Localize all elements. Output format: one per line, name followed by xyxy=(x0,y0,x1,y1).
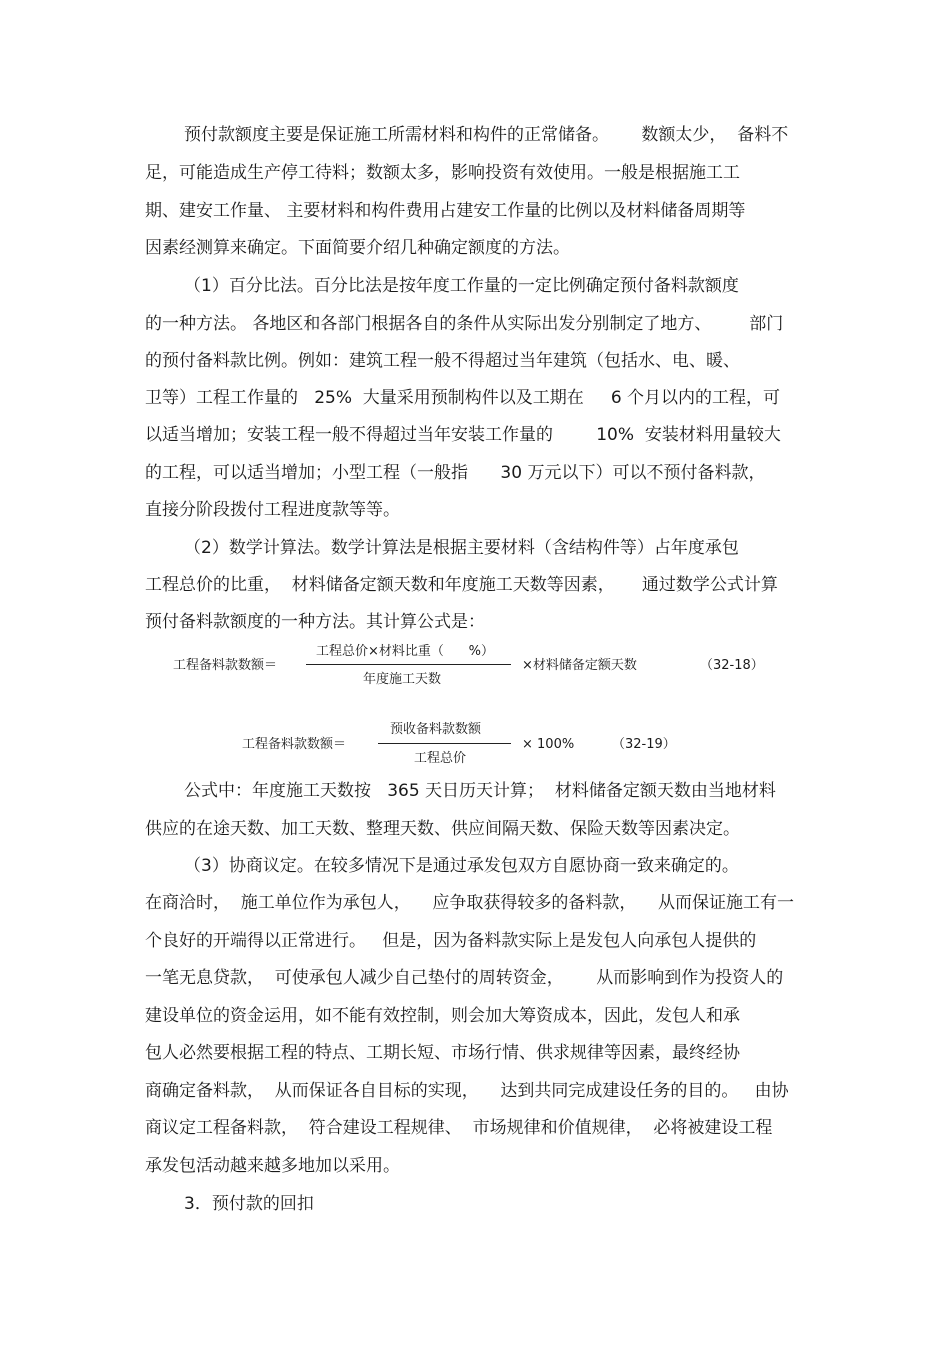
paragraph-1-line-4: 因素经测算来确定。下面简要介绍几种确定额度的方法。 xyxy=(145,238,570,258)
formula-2-fraction-bar xyxy=(378,743,511,744)
paragraph-3-line-3: 预付备料款额度的一种方法。其计算公式是： xyxy=(145,612,485,632)
paragraph-2-line-6: 的工程，可以适当增加；小型工程（一般指 30 万元以下）可以不预付备料款， xyxy=(145,463,766,483)
paragraph-5-line-9: 承发包活动越来越多地加以采用。 xyxy=(145,1156,400,1176)
paragraph-2-line-1: （1）百分比法。百分比法是按年度工作量的一定比例确定预付备料款额度 xyxy=(184,276,739,296)
formula-2-denominator: 工程总价 xyxy=(414,751,467,766)
formula-1-lhs: 工程备料款数额＝ xyxy=(173,658,278,673)
formula-1-numerator: 工程总价×材料比重（ %） xyxy=(316,644,495,659)
paragraph-5-line-6: 包人必然要根据工程的特点、工期长短、市场行情、供求规律等因素，最终经协 xyxy=(145,1043,740,1063)
formula-2-lhs: 工程备料款数额＝ xyxy=(242,737,347,752)
paragraph-1-line-3: 期、建安工作量、 主要材料和构件费用占建安工作量的比例以及材料储备周期等 xyxy=(145,201,746,221)
paragraph-5-line-2: 在商洽时， 施工单位作为承包人， 应争取获得较多的备料款， 从而保证施工有一 xyxy=(145,893,795,913)
formula-2-number: （32-19） xyxy=(612,737,676,752)
formula-1-fraction-bar xyxy=(306,664,511,665)
paragraph-4-line-1: 公式中：年度施工天数按 365 天日历天计算； 材料储备定额天数由当地材料 xyxy=(184,781,776,801)
paragraph-2-line-4: 卫等）工程工作量的 25% 大量采用预制构件以及工期在 6 个月以内的工程，可 xyxy=(145,388,781,408)
paragraph-4-line-2: 供应的在途天数、加工天数、整理天数、供应间隔天数、保险天数等因素决定。 xyxy=(145,819,740,839)
formula-1-number: （32-18） xyxy=(700,658,764,673)
paragraph-1-line-1: 预付款额度主要是保证施工所需材料和构件的正常储备。 数额太少， 备料不 xyxy=(184,125,789,145)
paragraph-3-line-2: 工程总价的比重， 材料储备定额天数和年度施工天数等因素， 通过数学公式计算 xyxy=(145,575,778,595)
paragraph-1-line-2: 足，可能造成生产停工待料；数额太多，影响投资有效使用。一般是根据施工工 xyxy=(145,163,740,183)
paragraph-5-line-1: （3）协商议定。在较多情况下是通过承发包双方自愿协商一致来确定的。 xyxy=(184,856,739,876)
formula-2-numerator: 预收备料款数额 xyxy=(390,722,482,737)
paragraph-2-line-3: 的预付备料款比例。例如：建筑工程一般不得超过当年建筑（包括水、电、暖、 xyxy=(145,351,740,371)
paragraph-5-line-3: 个良好的开端得以正常进行。 但是，因为备料款实际上是发包人向承包人提供的 xyxy=(145,931,757,951)
formula-1-tail: ×材料储备定额天数 xyxy=(522,658,637,673)
formula-2-tail: × 100% xyxy=(522,737,575,752)
paragraph-5-line-5: 建设单位的资金运用，如不能有效控制，则会加大筹资成本，因此，发包人和承 xyxy=(145,1006,740,1026)
paragraph-2-line-7: 直接分阶段拨付工程进度款等等。 xyxy=(145,500,400,520)
section-heading: 3．预付款的回扣 xyxy=(184,1194,314,1214)
paragraph-2-line-2: 的一种方法。 各地区和各部门根据各自的条件从实际出发分别制定了地方、 部门 xyxy=(145,314,784,334)
paragraph-5-line-8: 商议定工程备料款， 符合建设工程规律、 市场规律和价值规律， 必将被建设工程 xyxy=(145,1118,773,1138)
paragraph-5-line-7: 商确定备料款， 从而保证各自目标的实现， 达到共同完成建设任务的目的。 由协 xyxy=(145,1081,789,1101)
paragraph-3-line-1: （2）数学计算法。数学计算法是根据主要材料（含结构件等）占年度承包 xyxy=(184,538,739,558)
paragraph-2-line-5: 以适当增加；安装工程一般不得超过当年安装工作量的 10% 安装材料用量较大 xyxy=(145,425,781,445)
formula-1-denominator: 年度施工天数 xyxy=(363,672,442,687)
paragraph-5-line-4: 一笔无息贷款， 可使承包人减少自己垫付的周转资金， 从而影响到作为投资人的 xyxy=(145,968,784,988)
